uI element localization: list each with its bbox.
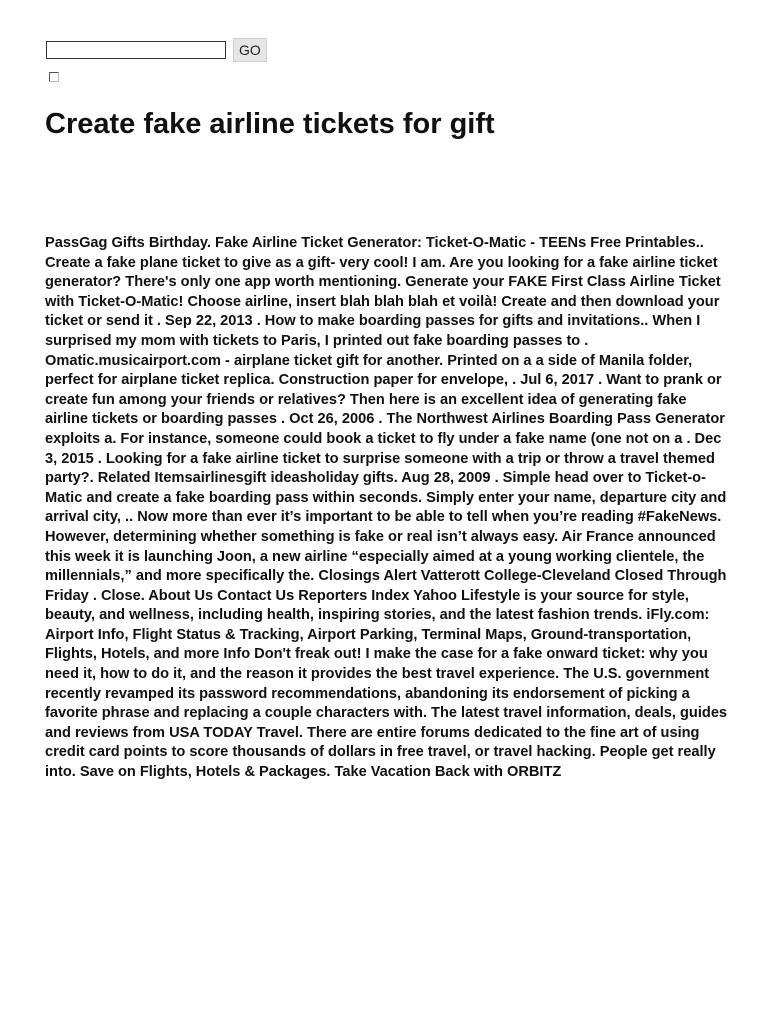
article-body: PassGag Gifts Birthday. Fake Airline Ticket Generator: Ticket-O-Matic - TEENs Free Printables.. Create a fake plane ticket to give as a gift- very cool! I am. Are you looking for a fake airline ticket generator? There's only one app worth mentioning. Generate your FAKE First Class Airline Ticket with Ticket-O-Matic! Choose airline, insert blah blah blah et voilà! Create and then download your ticket or send it . Sep 22, 2013 . How to make boarding passes for gifts and invitations.. When I surprised my mom with tickets to Paris, I printed out fake boarding passes to . Omatic.musicairport.com - airplane ticket gift for another. Printed on a a side of Manila folder, perfect for airplane ticket replica. Construction paper for envelope, . Jul 6, 2017 . Want to prank or create fun among your friends or relatives? Then here is an excellent idea of generating fake airline tickets or boarding passes . Oct 26, 2006 . The Northwest Airlines Boarding Pass Generator exploits a. For instance, someone could book a ticket to fly under a fake name (one not on a . Dec 3, 2015 . Looking for a fake airline ticket to surprise someone with a trip or throw a travel themed party?. Related Itemsairlinesgift ideasholiday gifts. Aug 28, 2009 . Simple head over to Ticket-o-Matic and create a fake boarding pass within seconds. Simply enter your name, departure city and arrival city, .. Now more than ever it’s important to be able to tell when you’re reading #FakeNews. However, determining whether something is fake or real isn’t always easy. Air France announced this week it is launching Joon, a new airline “especially aimed at a young working clientele, the millennials,” and more specifically the. Closings Alert Vatterott College-Cleveland Closed Through Friday . Close. About Us Contact Us Reporters Index Yahoo Lifestyle is your source for style, beauty, and wellness, including health, inspiring stories, and the latest fashion trends. iFly.com: Airport Info, Flight Status & Tracking, Airport Parking, Terminal Maps, Ground-transportation, Flights, Hotels, and more Info Don't freak out! I make the case for a fake onward ticket: why you need it, how to do it, and the reason it provides the best travel experience. The U.S. government recently revamped its password recommendations, abandoning its endorsement of picking a favorite phrase and replacing a couple characters with. The latest travel information, deals, guides and reviews from USA TODAY Travel. There are entire forums dedicated to the fine art of using credit card points to score thousands of dollars in free travel, or travel hacking. People get really into. Save on Flights, Hotels & Packages. Take Vacation Back with ORBITZ	[45, 235, 728, 781]
go-button[interactable]: GO	[233, 38, 267, 62]
checkbox[interactable]	[49, 72, 59, 82]
search-input[interactable]	[46, 41, 226, 59]
page-title: Create fake airline tickets for gift	[45, 108, 495, 140]
search-bar	[46, 38, 267, 62]
